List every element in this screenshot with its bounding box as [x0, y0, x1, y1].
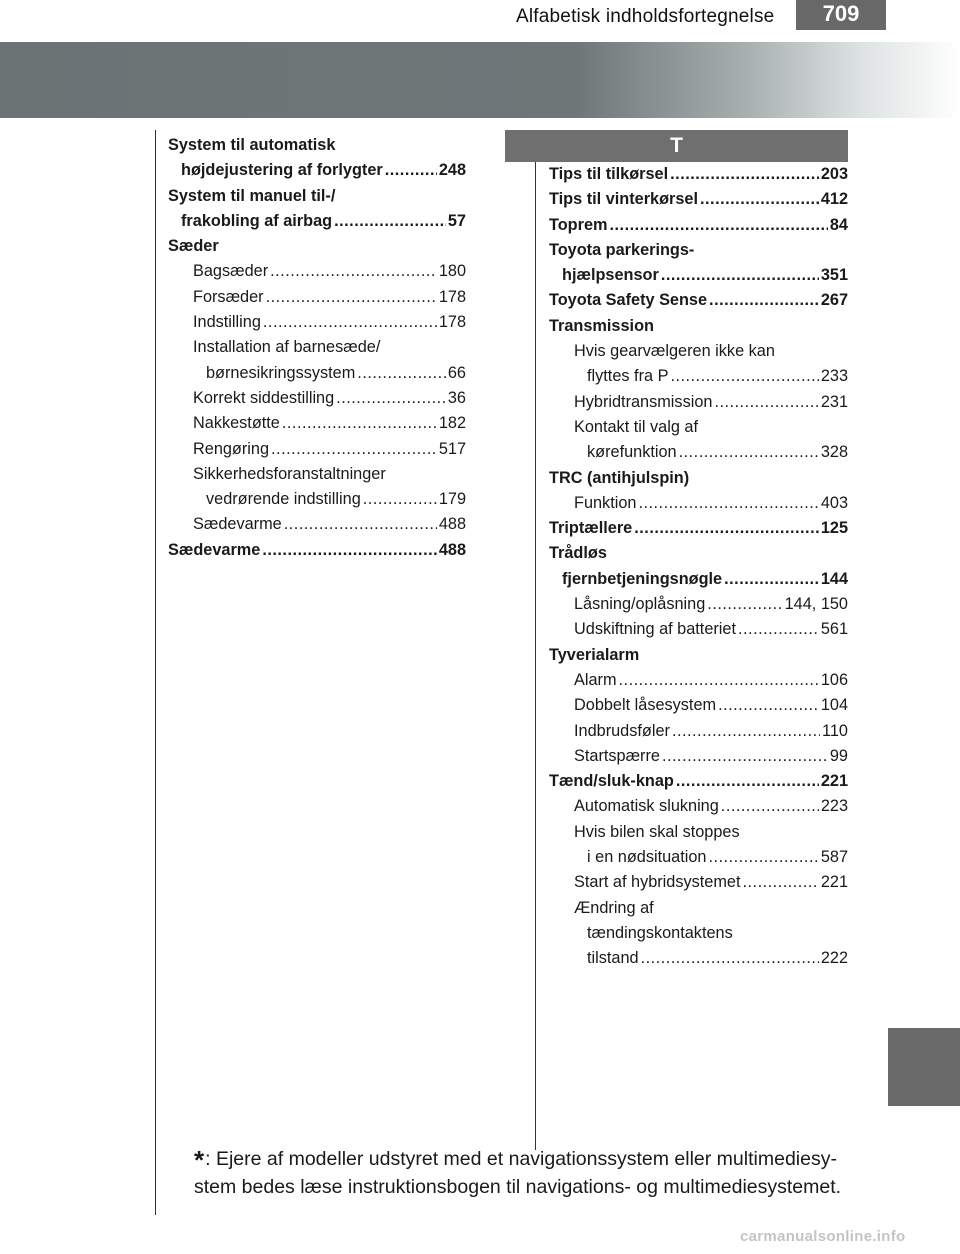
page-reference: 221 — [820, 772, 848, 791]
index-entry-line — [549, 719, 848, 744]
index-entry-line — [168, 158, 466, 183]
index-entry-line — [549, 693, 848, 718]
page-number: 709 — [796, 0, 886, 30]
thumb-index-tab — [888, 1028, 960, 1106]
page-reference: 248 — [438, 161, 466, 180]
entry-label: System til manuel til-/ — [168, 186, 336, 205]
index-entry — [549, 238, 848, 289]
index-entry-line — [549, 364, 848, 389]
index-entry-line — [549, 187, 848, 212]
index-entry-line — [549, 238, 848, 263]
index-entry-line — [168, 386, 466, 411]
index-entry — [549, 288, 848, 313]
dot-leader — [363, 487, 437, 512]
index-entry — [549, 896, 848, 972]
dot-leader — [282, 411, 437, 436]
index-entry — [549, 187, 848, 212]
page-reference: 488 — [438, 515, 466, 534]
entry-label: i en nødsituation — [587, 848, 707, 867]
index-entry-line — [168, 310, 466, 335]
page-reference: 178 — [438, 313, 466, 332]
entry-label: Toyota Safety Sense — [549, 291, 708, 310]
entry-label: Sædevarme — [193, 515, 282, 534]
index-entry — [549, 314, 848, 339]
watermark-text: carmanualsonline.info — [740, 1228, 906, 1245]
index-entry — [168, 512, 466, 537]
entry-label: Alarm — [574, 670, 617, 689]
dot-leader — [641, 946, 819, 971]
entry-label: Dobbelt låsesystem — [574, 696, 717, 715]
index-entry-line — [549, 896, 848, 921]
index-entry — [549, 794, 848, 819]
dot-leader — [707, 592, 782, 617]
index-entry-line — [549, 314, 848, 339]
entry-label: Nakkestøtte — [193, 414, 280, 433]
entry-label: Rengøring — [193, 439, 270, 458]
dot-leader — [700, 187, 819, 212]
entry-label: Hvis bilen skal stoppes — [574, 822, 740, 841]
index-entry-line — [549, 946, 848, 971]
index-entry — [549, 693, 848, 718]
entry-label: Installation af barnesæde/ — [193, 338, 381, 357]
entry-label: Korrekt siddestilling — [193, 388, 335, 407]
footnote-marker: * — [194, 1145, 205, 1175]
index-entry — [549, 668, 848, 693]
index-entry — [549, 617, 848, 642]
entry-label: Hybridtransmission — [574, 392, 713, 411]
index-entry-line — [549, 617, 848, 642]
entry-label: Transmission — [549, 316, 654, 335]
dot-leader — [284, 512, 437, 537]
page-reference: 125 — [820, 519, 848, 538]
page-reference: 403 — [820, 493, 848, 512]
index-entry-line — [168, 335, 466, 360]
dot-leader — [619, 668, 819, 693]
index-column-right — [549, 162, 848, 972]
index-entry — [549, 213, 848, 238]
dot-leader — [714, 390, 818, 415]
entry-label: Udskiftning af batteriet — [574, 620, 736, 639]
page-reference: 517 — [438, 439, 466, 458]
index-entry-line — [168, 538, 466, 563]
page-reference: 182 — [438, 414, 466, 433]
index-entry-line — [549, 643, 848, 668]
dot-leader — [266, 285, 437, 310]
index-column-left — [168, 133, 466, 563]
index-entry-line — [549, 213, 848, 238]
index-entry — [168, 285, 466, 310]
dot-leader — [638, 491, 818, 516]
page-reference: 231 — [820, 392, 848, 411]
entry-label: Sædevarme — [168, 540, 261, 559]
entry-label: højdejustering af forlygter — [181, 161, 383, 180]
entry-label: Hvis gearvælgeren ikke kan — [574, 342, 775, 361]
entry-label: Triptællere — [549, 519, 633, 538]
entry-label: TRC (antihjulspin) — [549, 468, 690, 487]
entry-label: Automatisk slukning — [574, 797, 719, 816]
index-entry-line — [549, 769, 848, 794]
index-entry — [549, 390, 848, 415]
page-reference: 57 — [447, 211, 466, 230]
index-entry — [168, 259, 466, 284]
entry-label: Bagsæder — [193, 262, 269, 281]
index-entry — [549, 769, 848, 794]
index-entry — [549, 162, 848, 187]
page-reference: 267 — [820, 291, 848, 310]
index-entry — [549, 870, 848, 895]
dot-leader — [718, 693, 819, 718]
index-entry-line — [549, 162, 848, 187]
page-reference: 233 — [820, 367, 848, 386]
entry-label: Sæder — [168, 237, 219, 256]
page-reference: 99 — [829, 746, 848, 765]
dot-leader — [662, 744, 828, 769]
section-letter-header: T — [505, 130, 848, 162]
index-entry — [549, 592, 848, 617]
dot-leader — [357, 361, 446, 386]
entry-label: vedrørende indstilling — [206, 490, 361, 509]
index-entry-line — [549, 845, 848, 870]
entry-label: Trådløs — [549, 544, 607, 563]
entry-label: fjernbetjeningsnøgle — [562, 569, 723, 588]
dot-leader — [262, 538, 437, 563]
index-entry — [549, 744, 848, 769]
page-reference: 178 — [438, 287, 466, 306]
index-entry-line — [549, 390, 848, 415]
entry-label: Forsæder — [193, 287, 264, 306]
entry-label: Indstilling — [193, 313, 261, 332]
page-reference: 587 — [820, 848, 848, 867]
center-column-rule — [535, 130, 536, 1150]
index-entry — [549, 719, 848, 744]
index-entry-line — [549, 744, 848, 769]
index-entry-line — [549, 339, 848, 364]
index-entry — [168, 310, 466, 335]
dot-leader — [672, 719, 820, 744]
index-entry-line — [549, 263, 848, 288]
dot-leader — [724, 567, 819, 592]
index-entry-line — [549, 820, 848, 845]
entry-label: Funktion — [574, 493, 637, 512]
index-entry — [549, 415, 848, 466]
page-reference: 179 — [438, 490, 466, 509]
index-entry-line — [549, 288, 848, 313]
index-entry — [168, 437, 466, 462]
dot-leader — [610, 213, 828, 238]
page-reference: 351 — [820, 266, 848, 285]
index-entry — [549, 820, 848, 871]
index-entry-line — [168, 184, 466, 209]
page-reference: 221 — [820, 873, 848, 892]
index-entry — [168, 234, 466, 259]
index-entry-line — [549, 516, 848, 541]
page-reference: 106 — [820, 670, 848, 689]
index-entry-line — [549, 592, 848, 617]
dot-leader — [679, 440, 819, 465]
page-reference: 328 — [820, 443, 848, 462]
index-entry-line — [168, 437, 466, 462]
entry-label: Toprem — [549, 215, 608, 234]
page-reference: 110 — [822, 721, 848, 740]
index-entry — [549, 516, 848, 541]
index-entry — [549, 643, 848, 668]
entry-label: tilstand — [587, 949, 639, 968]
dot-leader — [708, 845, 818, 870]
entry-label: System til automatisk — [168, 136, 336, 154]
index-entry-line — [549, 466, 848, 491]
header-banner — [0, 42, 960, 118]
entry-label: Tips til vinterkørsel — [549, 190, 698, 209]
index-entry-line — [168, 259, 466, 284]
index-entry — [549, 466, 848, 491]
page-reference: 84 — [829, 215, 848, 234]
dot-leader — [709, 288, 819, 313]
index-entry-line — [168, 361, 466, 386]
index-entry — [549, 339, 848, 390]
dot-leader — [738, 617, 819, 642]
index-entry-line — [549, 794, 848, 819]
index-entry — [168, 411, 466, 436]
entry-label: Tips til tilkørsel — [549, 165, 669, 183]
dot-leader — [676, 769, 819, 794]
index-entry-line — [549, 541, 848, 566]
page-header — [0, 0, 960, 34]
index-entry — [168, 335, 466, 386]
page-reference: 203 — [820, 165, 848, 183]
left-column-rule — [155, 130, 156, 1215]
footnote-text: : Ejere af modeller udstyret med et navigationssystem eller multimediesy-stem bedes læse instruktionsbogen til navigations- og multimediesystemet. — [194, 1148, 842, 1198]
index-entry-line — [168, 487, 466, 512]
dot-leader — [661, 263, 819, 288]
page-reference: 412 — [820, 190, 848, 209]
entry-label: Tyverialarm — [549, 645, 640, 664]
index-entry — [549, 541, 848, 592]
entry-label: børnesikringssystem — [206, 363, 356, 382]
dot-leader — [271, 437, 437, 462]
index-entry-line — [549, 440, 848, 465]
dot-leader — [385, 158, 437, 183]
entry-label: Startspærre — [574, 746, 660, 765]
dot-leader — [721, 794, 819, 819]
dot-leader — [263, 310, 437, 335]
entry-label: tændingskontaktens — [587, 923, 733, 942]
page-reference: 561 — [820, 620, 848, 639]
index-entry — [549, 491, 848, 516]
index-entry — [168, 184, 466, 235]
entry-label: hjælpsensor — [562, 266, 659, 285]
dot-leader — [634, 516, 819, 541]
dot-leader — [670, 364, 818, 389]
entry-label: frakobling af airbag — [181, 211, 333, 230]
entry-label: Kontakt til valg af — [574, 417, 698, 436]
header-title: Alfabetisk indholdsfortegnelse — [516, 6, 775, 27]
index-entry-line — [168, 133, 466, 158]
dot-leader — [270, 259, 437, 284]
footnote — [194, 1146, 854, 1201]
dot-leader — [743, 870, 819, 895]
index-entry-line — [549, 668, 848, 693]
index-entry-line — [168, 411, 466, 436]
entry-label: Sikkerhedsforanstaltninger — [193, 464, 386, 483]
index-entry — [168, 386, 466, 411]
index-entry-line — [168, 234, 466, 259]
index-entry-line — [168, 285, 466, 310]
index-entry — [168, 538, 466, 563]
entry-label: kørefunktion — [587, 443, 677, 462]
dot-leader — [336, 386, 446, 411]
entry-label: flyttes fra P — [587, 367, 669, 386]
index-entry-line — [168, 512, 466, 537]
index-entry — [168, 462, 466, 513]
dot-leader — [670, 162, 819, 187]
page-reference: 104 — [820, 696, 848, 715]
page-reference: 488 — [438, 540, 466, 559]
index-entry-line — [549, 921, 848, 946]
index-entry-line — [549, 870, 848, 895]
page-reference: 144 — [820, 569, 848, 588]
entry-label: Ændring af — [574, 898, 654, 917]
index-entry-line — [549, 491, 848, 516]
page-reference: 36 — [447, 388, 466, 407]
index-entry-line — [168, 209, 466, 234]
entry-label: Toyota parkerings- — [549, 240, 695, 259]
index-entry-line — [549, 567, 848, 592]
page-reference: 180 — [438, 262, 466, 281]
dot-leader — [334, 209, 446, 234]
entry-label: Indbrudsføler — [574, 721, 670, 740]
index-entry-line — [549, 415, 848, 440]
page-reference: 66 — [447, 363, 466, 382]
entry-label: Tænd/sluk-knap — [549, 772, 674, 791]
page-reference: 222 — [820, 949, 848, 968]
index-entry-line — [168, 462, 466, 487]
index-entry — [168, 133, 466, 184]
page-reference: 144, 150 — [784, 595, 848, 614]
entry-label: Start af hybridsystemet — [574, 873, 741, 892]
page-reference: 223 — [820, 797, 848, 816]
entry-label: Låsning/oplåsning — [574, 595, 706, 614]
